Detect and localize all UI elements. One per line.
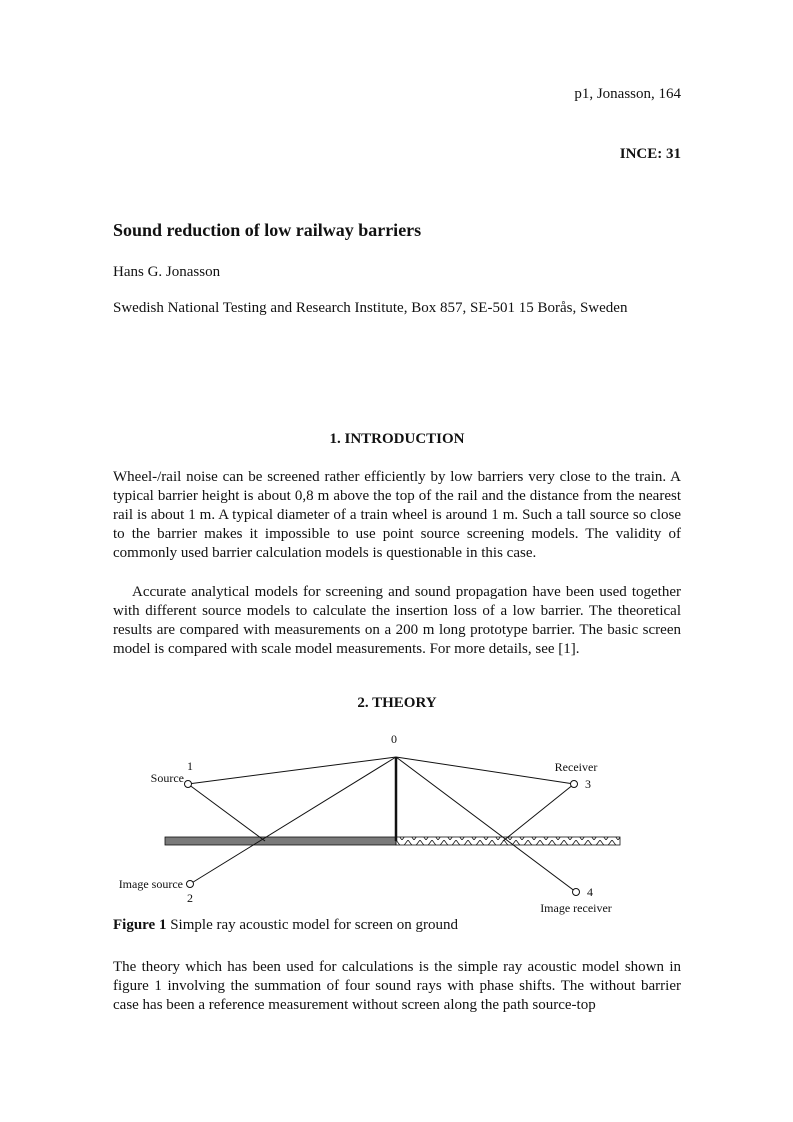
ray-image-source-to-top bbox=[190, 757, 396, 884]
image-receiver-point bbox=[573, 889, 580, 896]
conference-code: INCE: 31 bbox=[619, 146, 681, 162]
image-source-point bbox=[187, 881, 194, 888]
section-heading-introduction: 1. INTRODUCTION bbox=[329, 431, 465, 447]
paper-author: Hans G. Jonasson bbox=[113, 264, 221, 280]
paper-title: Sound reduction of low railway barriers bbox=[113, 220, 422, 240]
figure-caption bbox=[113, 917, 458, 934]
ray-receiver-to-ground bbox=[503, 784, 574, 841]
section-heading-theory: 2. THEORY bbox=[357, 695, 437, 711]
intro-paragraph-1: Wheel-/rail noise can be screened rather efficiently by low barriers very close to the train. A typical barrier height is about 0,8 m above the top of the rail and the distance from the nearest rail is about 1 m. A typical diameter of a train wheel is around 1 m. Such a tall source so close to the barrier makes it impossible to use point source screening models. The validity of commonly used barrier calculation models is questionable in this case. bbox=[113, 469, 681, 561]
ground-solid bbox=[165, 837, 396, 845]
receiver-point bbox=[571, 781, 578, 788]
figure-caption-text: Simple ray acoustic model for screen on ground bbox=[166, 917, 459, 933]
ray-top-to-receiver bbox=[396, 757, 574, 784]
label-source: Source bbox=[150, 771, 184, 785]
figure-caption-label: Figure 1 bbox=[113, 917, 167, 933]
label-receiver: Receiver bbox=[554, 760, 598, 774]
label-receiver-number: 3 bbox=[585, 777, 591, 791]
intro-paragraph-2: Accurate analytical models for screening and sound propagation have been used together with different source models to calculate the insertion loss of a low barrier. The theoretical results are compared with measurements on a 200 m long prototype barrier. The basic screen model is compared with scale model measurements. For more details, see [1]. bbox=[113, 584, 681, 657]
label-image-source: Image source bbox=[118, 877, 183, 891]
label-image-receiver-number: 4 bbox=[587, 885, 593, 899]
page-reference: p1, Jonasson, 164 bbox=[574, 86, 681, 102]
ray-top-to-image-receiver bbox=[396, 757, 576, 892]
label-top: 0 bbox=[391, 732, 397, 746]
label-image-receiver: Image receiver bbox=[540, 901, 612, 915]
label-image-source-number: 2 bbox=[187, 891, 193, 905]
ray-source-to-top bbox=[188, 757, 396, 784]
ray-source-to-ground bbox=[188, 784, 265, 841]
theory-paragraph-1: The theory which has been used for calculations is the simple ray acoustic model shown in figure 1 involving the summation of four sound rays with phase shifts. The without barrier case has been a reference measurement without screen along the path source-top bbox=[113, 959, 681, 1013]
source-point bbox=[185, 781, 192, 788]
paper-affiliation: Swedish National Testing and Research Institute, Box 857, SE-501 15 Borås, Sweden bbox=[113, 300, 628, 316]
label-source-number: 1 bbox=[187, 759, 193, 773]
